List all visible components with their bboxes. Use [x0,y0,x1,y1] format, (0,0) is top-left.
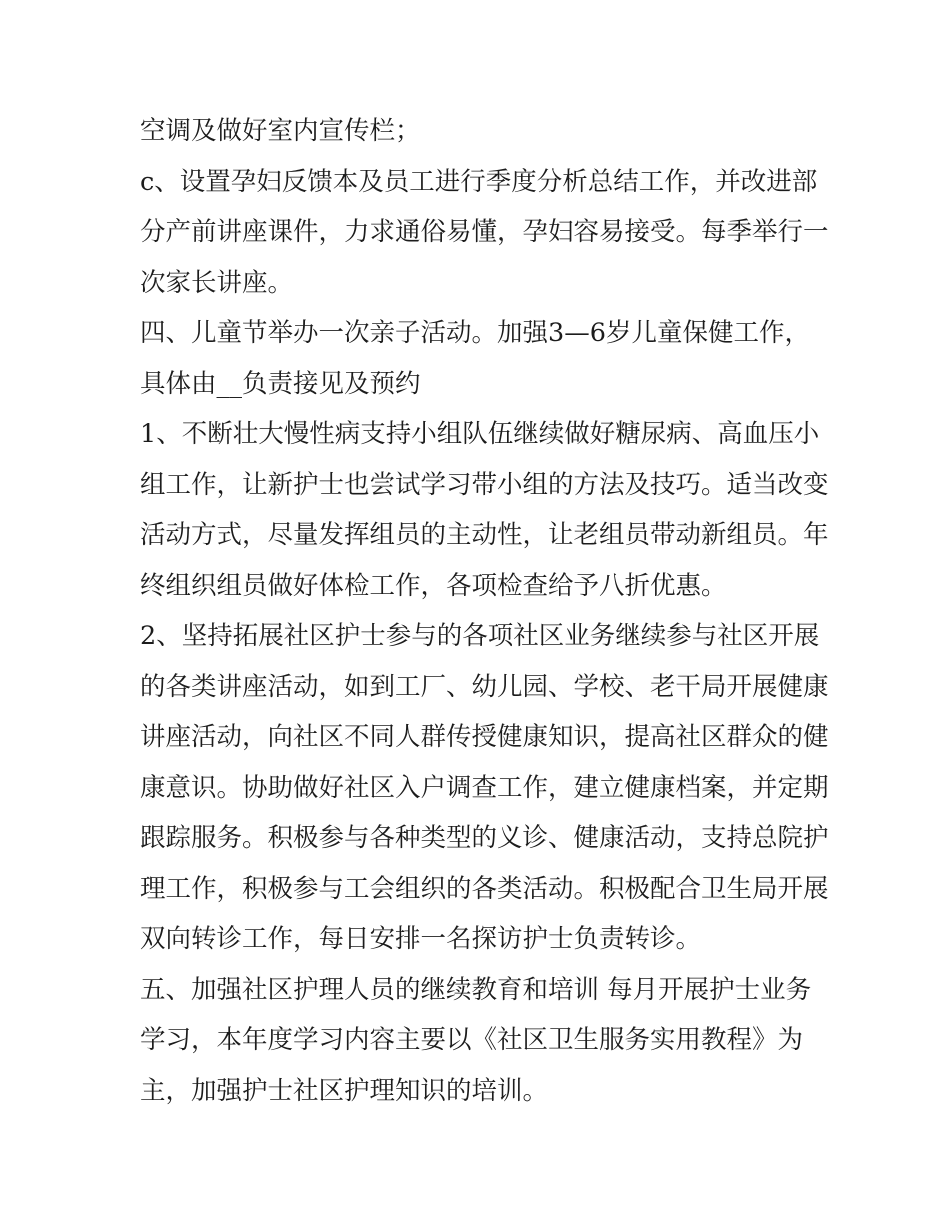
text-line: 活动方式，尽量发挥组员的主动性，让老组员带动新组员。年 [140,520,829,550]
text-line: 1、不断壮大慢性病支持小组队伍继续做好糖尿病、高血压小 [140,419,820,449]
document-body [140,106,829,1116]
text-line: c、设置孕妇反馈本及员工进行季度分析总结工作，并改进部 [140,166,818,197]
text-line: 2、坚持拓展社区护士参与的各项社区业务继续参与社区开展 [140,621,820,651]
text-line: 的各类讲座活动，如到工厂、幼儿园、学校、老干局开展健康 [140,671,829,702]
text-line: 四、儿童节举办一次亲子活动。加强3—6岁儿童保健工作， [140,318,810,348]
text-line: 双向转诊工作，每日安排一名探访护士负责转诊。 [140,924,702,954]
text-line: 主，加强护士社区护理知识的培训。 [140,1075,549,1106]
text-line: 具体由__负责接见及预约 [140,368,421,399]
text-line: 空调及做好室内宣传栏； [140,116,421,146]
text-line: 分产前讲座课件，力求通俗易懂，孕妇容易接受。每季举行一 [140,217,829,247]
text-line: 康意识。协助做好社区入户调查工作，建立健康档案，并定期 [140,772,829,803]
text-line: 跟踪服务。积极参与各种类型的义诊、健康活动，支持总院护 [140,823,829,853]
text-line: 五、加强社区护理人员的继续教育和培训 每月开展护士业务 [140,974,812,1005]
text-line: 学习，本年度学习内容主要以《社区卫生服务实用教程》为 [140,1025,804,1055]
text-line: 组工作，让新护士也尝试学习带小组的方法及技巧。适当改变 [140,469,829,500]
text-line: 讲座活动，向社区不同人群传授健康知识，提高社区群众的健 [140,722,829,752]
text-line: 终组织组员做好体检工作，各项检查给予八折优惠。 [140,570,727,601]
text-line: 次家长讲座。 [140,267,294,298]
text-line: 理工作，积极参与工会组织的各类活动。积极配合卫生局开展 [140,873,829,904]
